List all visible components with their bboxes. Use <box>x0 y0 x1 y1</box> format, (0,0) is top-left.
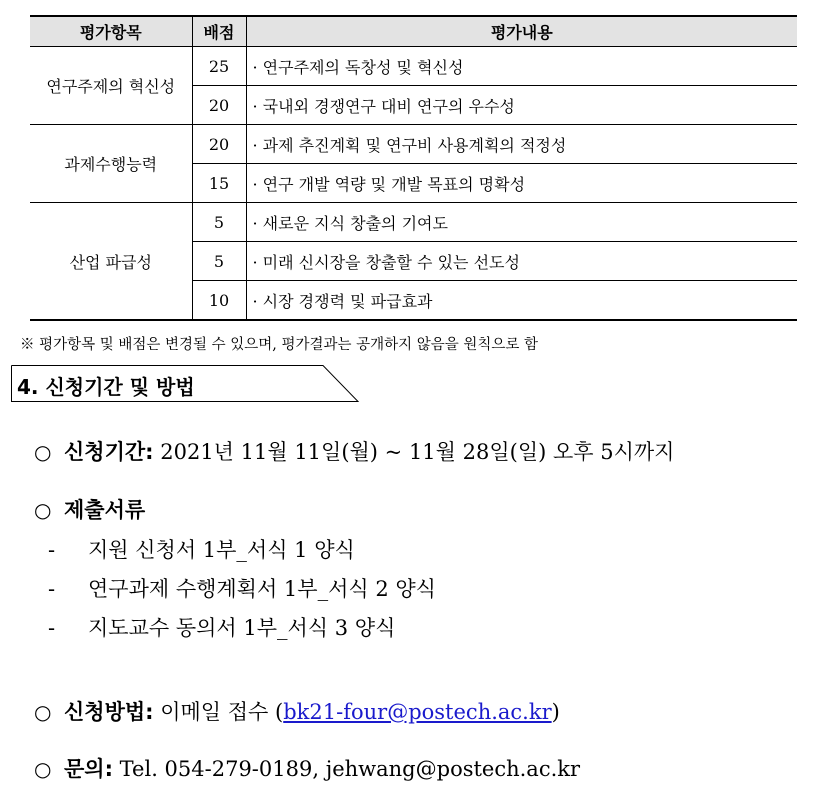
documents-line <box>34 494 145 524</box>
table-row <box>30 47 797 86</box>
method-line <box>34 696 560 726</box>
circle-bullet-icon: ○ <box>34 757 52 781</box>
table-row <box>30 203 797 242</box>
document-item: 지원 신청서 1부_서식 1 양식 <box>88 538 355 562</box>
section-title: 4. 신청기간 및 방법 <box>17 375 195 399</box>
table-note: ※ 평가항목 및 배점은 변경될 수 있으며, 평가결과는 공개하지 않음을 원칙으로 함 <box>20 337 539 353</box>
table-row <box>30 125 797 164</box>
dash-bullet-icon: - <box>48 616 56 640</box>
section-heading <box>11 365 361 403</box>
content-cell: · 국내외 경쟁연구 대비 연구의 우수성 <box>246 86 797 125</box>
score-cell: 15 <box>192 164 246 203</box>
open-paren: ( <box>275 700 284 724</box>
content-cell: · 미래 신시장을 창출할 수 있는 선도성 <box>246 242 797 281</box>
method-value: 이메일 접수 <box>160 700 269 724</box>
header-eval-item: 평가항목 <box>30 16 192 47</box>
score-cell: 25 <box>192 47 246 86</box>
close-paren: ) <box>551 700 560 724</box>
score-cell: 10 <box>192 281 246 321</box>
circle-bullet-icon: ○ <box>34 700 52 724</box>
period-label: 신청기간: <box>64 440 154 464</box>
content-cell: · 과제 추진계획 및 연구비 사용계획의 적정성 <box>246 125 797 164</box>
score-cell: 20 <box>192 125 246 164</box>
content-cell: · 연구 개발 역량 및 개발 목표의 명확성 <box>246 164 797 203</box>
email-link[interactable]: bk21-four@postech.ac.kr <box>283 700 552 724</box>
list-item <box>48 612 395 642</box>
eval-item-cell: 산업 파급성 <box>30 203 192 321</box>
header-eval-content: 평가내용 <box>246 16 797 47</box>
document-item: 연구과제 수행계획서 1부_서식 2 양식 <box>88 577 436 601</box>
eval-item-cell: 과제수행능력 <box>30 125 192 203</box>
header-score: 배점 <box>192 16 246 47</box>
documents-label: 제출서류 <box>64 498 146 522</box>
score-cell: 5 <box>192 242 246 281</box>
circle-bullet-icon: ○ <box>34 498 52 522</box>
document-item: 지도교수 동의서 1부_서식 3 양식 <box>88 616 396 640</box>
list-item <box>48 573 436 603</box>
eval-item-cell: 연구주제의 혁신성 <box>30 47 192 125</box>
contact-line <box>34 753 580 783</box>
table-header-row <box>30 16 797 47</box>
score-cell: 20 <box>192 86 246 125</box>
method-label: 신청방법: <box>64 700 154 724</box>
contact-label: 문의: <box>64 757 113 781</box>
period-value: 2021년 11월 11일(월) ~ 11월 28일(일) 오후 5시까지 <box>160 440 675 464</box>
contact-value: Tel. 054-279-0189, jehwang@postech.ac.kr <box>119 757 581 781</box>
content-cell: · 시장 경쟁력 및 파급효과 <box>246 281 797 321</box>
list-item <box>48 534 355 564</box>
period-line <box>34 436 674 466</box>
evaluation-table <box>30 15 797 321</box>
dash-bullet-icon: - <box>48 577 56 601</box>
content-cell: · 연구주제의 독창성 및 혁신성 <box>246 47 797 86</box>
content-cell: · 새로운 지식 창출의 기여도 <box>246 203 797 242</box>
circle-bullet-icon: ○ <box>34 440 52 464</box>
score-cell: 5 <box>192 203 246 242</box>
dash-bullet-icon: - <box>48 538 56 562</box>
